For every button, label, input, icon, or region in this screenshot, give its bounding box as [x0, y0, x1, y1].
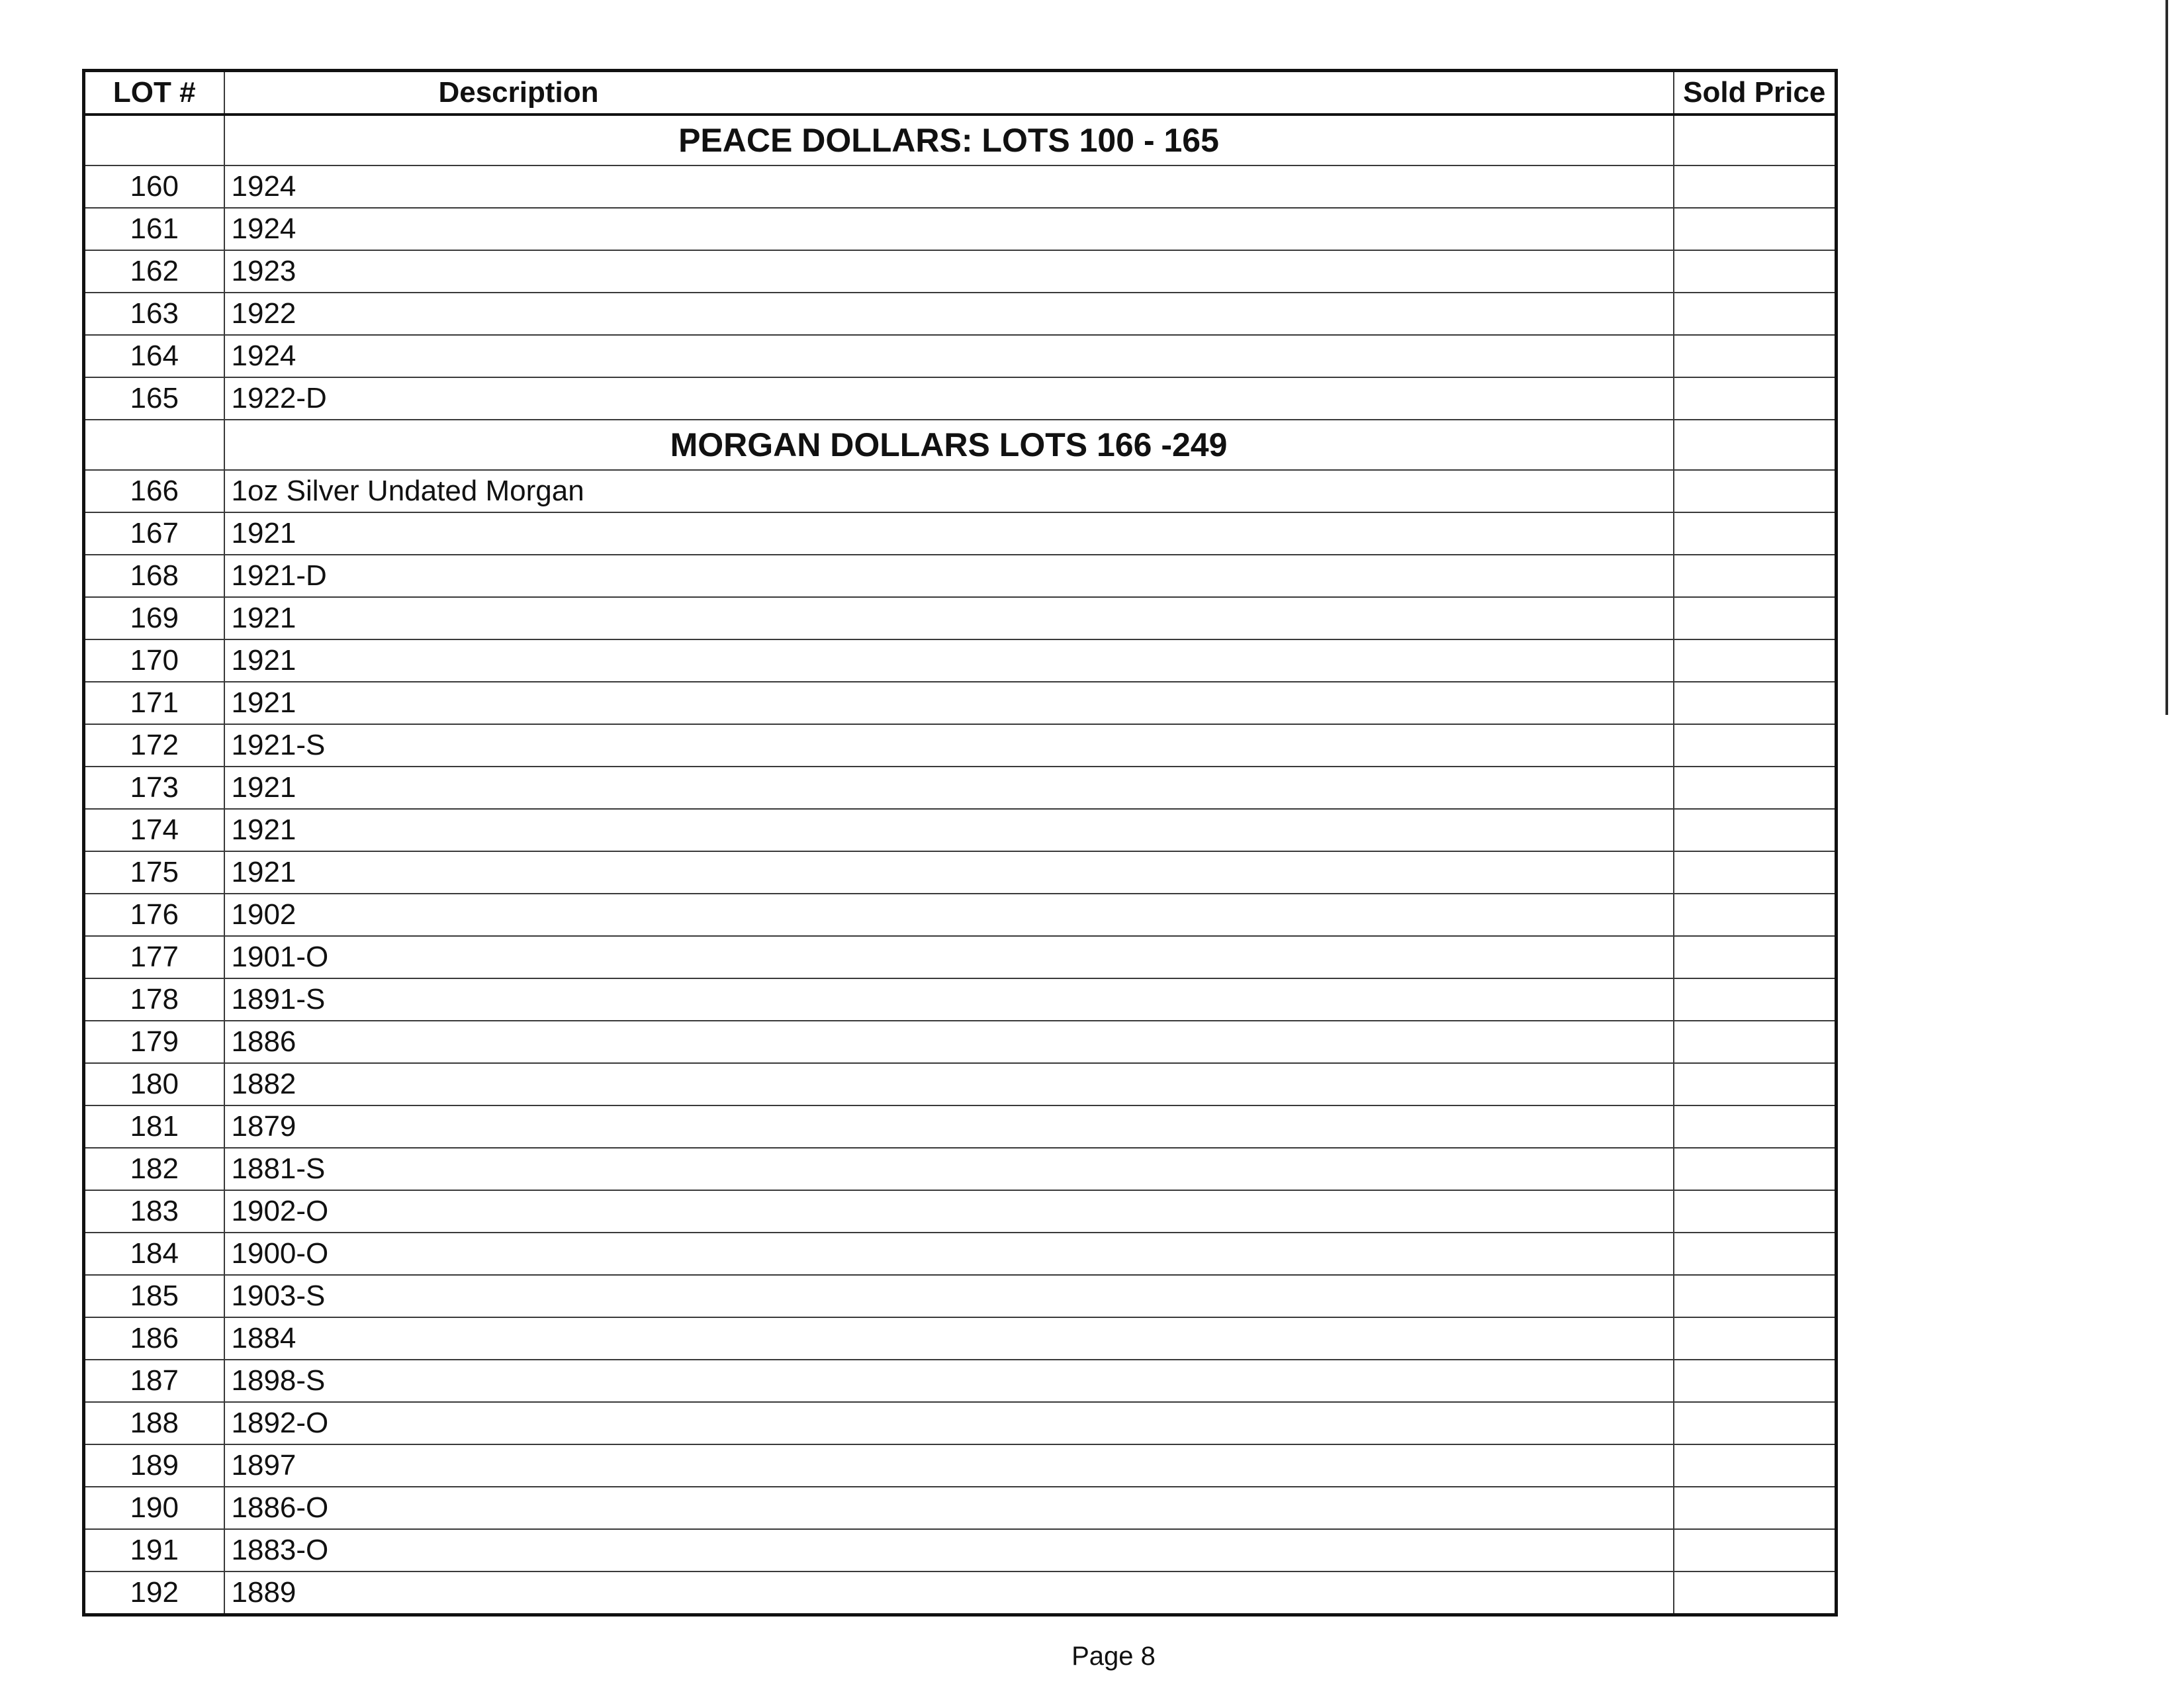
section-title: PEACE DOLLARS: LOTS 100 - 165	[224, 115, 1674, 165]
sold-price-cell	[1674, 335, 1837, 377]
table-row	[84, 809, 1837, 851]
table-row	[84, 851, 1837, 894]
lot-number-cell: 161	[84, 208, 224, 250]
lot-number-cell: 187	[84, 1360, 224, 1402]
table-row	[84, 1190, 1837, 1233]
lot-number-cell: 191	[84, 1529, 224, 1571]
table-row	[84, 293, 1837, 335]
table-row	[84, 335, 1837, 377]
description-cell: 1924	[224, 165, 1674, 208]
description-cell: 1921	[224, 597, 1674, 639]
sold-price-cell	[1674, 555, 1837, 597]
table-row	[84, 1360, 1837, 1402]
table-row	[84, 639, 1837, 682]
sold-price-cell	[1674, 1063, 1837, 1105]
table-row	[84, 1233, 1837, 1275]
description-cell: 1921	[224, 851, 1674, 894]
sold-price-cell	[1674, 165, 1837, 208]
table-row	[84, 1063, 1837, 1105]
sold-price-cell	[1674, 208, 1837, 250]
table-row	[84, 978, 1837, 1021]
lot-number-cell	[84, 115, 224, 165]
page-edge-rule	[2165, 0, 2168, 715]
table-row	[84, 1317, 1837, 1360]
table-row	[84, 1444, 1837, 1487]
lot-number-cell: 173	[84, 767, 224, 809]
table-body	[84, 115, 1837, 1615]
description-cell: 1921	[224, 809, 1674, 851]
description-cell: 1879	[224, 1105, 1674, 1148]
sold-price-cell	[1674, 1487, 1837, 1529]
description-cell: 1921	[224, 682, 1674, 724]
description-cell: 1921	[224, 767, 1674, 809]
table-row	[84, 936, 1837, 978]
table-row	[84, 512, 1837, 555]
auction-lot-table	[82, 69, 1838, 1617]
lot-number-header: LOT #	[84, 71, 224, 115]
lot-number-cell: 179	[84, 1021, 224, 1063]
sold-price-cell	[1674, 1360, 1837, 1402]
sold-price-cell	[1674, 293, 1837, 335]
description-cell: 1921	[224, 639, 1674, 682]
sold-price-cell	[1674, 1148, 1837, 1190]
lot-number-cell: 165	[84, 377, 224, 420]
sold-price-cell	[1674, 682, 1837, 724]
table-row	[84, 1275, 1837, 1317]
description-cell: 1924	[224, 208, 1674, 250]
sold-price-cell	[1674, 597, 1837, 639]
description-cell: 1902-O	[224, 1190, 1674, 1233]
description-cell: 1881-S	[224, 1148, 1674, 1190]
table-row	[84, 555, 1837, 597]
section-title: MORGAN DOLLARS LOTS 166 -249	[224, 420, 1674, 470]
description-cell: 1923	[224, 250, 1674, 293]
lot-number-cell: 185	[84, 1275, 224, 1317]
sold-price-cell	[1674, 1233, 1837, 1275]
table-row	[84, 894, 1837, 936]
sold-price-cell	[1674, 851, 1837, 894]
sold-price-header: Sold Price	[1674, 71, 1837, 115]
sold-price-cell	[1674, 767, 1837, 809]
lot-number-cell: 181	[84, 1105, 224, 1148]
description-cell: 1900-O	[224, 1233, 1674, 1275]
lot-number-cell: 177	[84, 936, 224, 978]
table-row	[84, 724, 1837, 767]
lot-number-cell: 167	[84, 512, 224, 555]
description-cell: 1922-D	[224, 377, 1674, 420]
sold-price-cell	[1674, 1402, 1837, 1444]
lot-number-cell: 175	[84, 851, 224, 894]
sold-price-cell	[1674, 1021, 1837, 1063]
sold-price-cell	[1674, 809, 1837, 851]
sold-price-cell	[1674, 470, 1837, 512]
lot-number-cell: 160	[84, 165, 224, 208]
description-cell: 1902	[224, 894, 1674, 936]
lot-number-cell	[84, 420, 224, 470]
sold-price-cell	[1674, 420, 1837, 470]
description-cell: 1889	[224, 1571, 1674, 1615]
lot-number-cell: 172	[84, 724, 224, 767]
description-cell: 1921	[224, 512, 1674, 555]
sold-price-cell	[1674, 115, 1837, 165]
table-row	[84, 1021, 1837, 1063]
lot-number-cell: 166	[84, 470, 224, 512]
description-cell: 1886	[224, 1021, 1674, 1063]
lot-number-cell: 163	[84, 293, 224, 335]
lot-number-cell: 162	[84, 250, 224, 293]
sold-price-cell	[1674, 1190, 1837, 1233]
section-heading-row	[84, 115, 1837, 165]
lot-number-cell: 170	[84, 639, 224, 682]
sold-price-cell	[1674, 894, 1837, 936]
lot-number-cell: 168	[84, 555, 224, 597]
description-header: Description	[224, 71, 1674, 115]
description-cell: 1892-O	[224, 1402, 1674, 1444]
description-cell: 1891-S	[224, 978, 1674, 1021]
description-cell: 1884	[224, 1317, 1674, 1360]
lot-number-cell: 164	[84, 335, 224, 377]
lot-number-cell: 182	[84, 1148, 224, 1190]
sold-price-cell	[1674, 250, 1837, 293]
lot-number-cell: 188	[84, 1402, 224, 1444]
table-row	[84, 1529, 1837, 1571]
table-row	[84, 1105, 1837, 1148]
sold-price-cell	[1674, 1105, 1837, 1148]
sold-price-cell	[1674, 512, 1837, 555]
description-cell: 1924	[224, 335, 1674, 377]
table-row	[84, 250, 1837, 293]
sold-price-cell	[1674, 639, 1837, 682]
description-cell: 1921-S	[224, 724, 1674, 767]
lot-number-cell: 174	[84, 809, 224, 851]
description-cell: 1922	[224, 293, 1674, 335]
description-cell: 1898-S	[224, 1360, 1674, 1402]
lot-number-cell: 184	[84, 1233, 224, 1275]
sold-price-cell	[1674, 1444, 1837, 1487]
table-row	[84, 165, 1837, 208]
description-cell: 1oz Silver Undated Morgan	[224, 470, 1674, 512]
description-cell: 1903-S	[224, 1275, 1674, 1317]
lot-number-cell: 183	[84, 1190, 224, 1233]
sold-price-cell	[1674, 1529, 1837, 1571]
description-cell: 1882	[224, 1063, 1674, 1105]
sold-price-cell	[1674, 1317, 1837, 1360]
description-cell: 1897	[224, 1444, 1674, 1487]
sold-price-cell	[1674, 1571, 1837, 1615]
description-cell: 1883-O	[224, 1529, 1674, 1571]
section-heading-row	[84, 420, 1837, 470]
description-cell: 1886-O	[224, 1487, 1674, 1529]
table-row	[84, 1148, 1837, 1190]
sold-price-cell	[1674, 377, 1837, 420]
table-row	[84, 470, 1837, 512]
table-row	[84, 208, 1837, 250]
lot-number-cell: 190	[84, 1487, 224, 1529]
lot-number-cell: 186	[84, 1317, 224, 1360]
description-cell: 1921-D	[224, 555, 1674, 597]
table-row	[84, 1487, 1837, 1529]
lot-number-cell: 189	[84, 1444, 224, 1487]
lot-number-cell: 178	[84, 978, 224, 1021]
lot-number-cell: 171	[84, 682, 224, 724]
page-number: Page 8	[1071, 1642, 1156, 1671]
sold-price-cell	[1674, 936, 1837, 978]
lot-number-cell: 169	[84, 597, 224, 639]
table-row	[84, 1402, 1837, 1444]
table-row	[84, 377, 1837, 420]
sold-price-cell	[1674, 978, 1837, 1021]
sold-price-cell	[1674, 724, 1837, 767]
sold-price-cell	[1674, 1275, 1837, 1317]
table-row	[84, 682, 1837, 724]
table-row	[84, 597, 1837, 639]
lot-number-cell: 192	[84, 1571, 224, 1615]
description-cell: 1901-O	[224, 936, 1674, 978]
lot-number-cell: 180	[84, 1063, 224, 1105]
table-row	[84, 1571, 1837, 1615]
table-header-row	[84, 71, 1837, 115]
lot-number-cell: 176	[84, 894, 224, 936]
table-row	[84, 767, 1837, 809]
